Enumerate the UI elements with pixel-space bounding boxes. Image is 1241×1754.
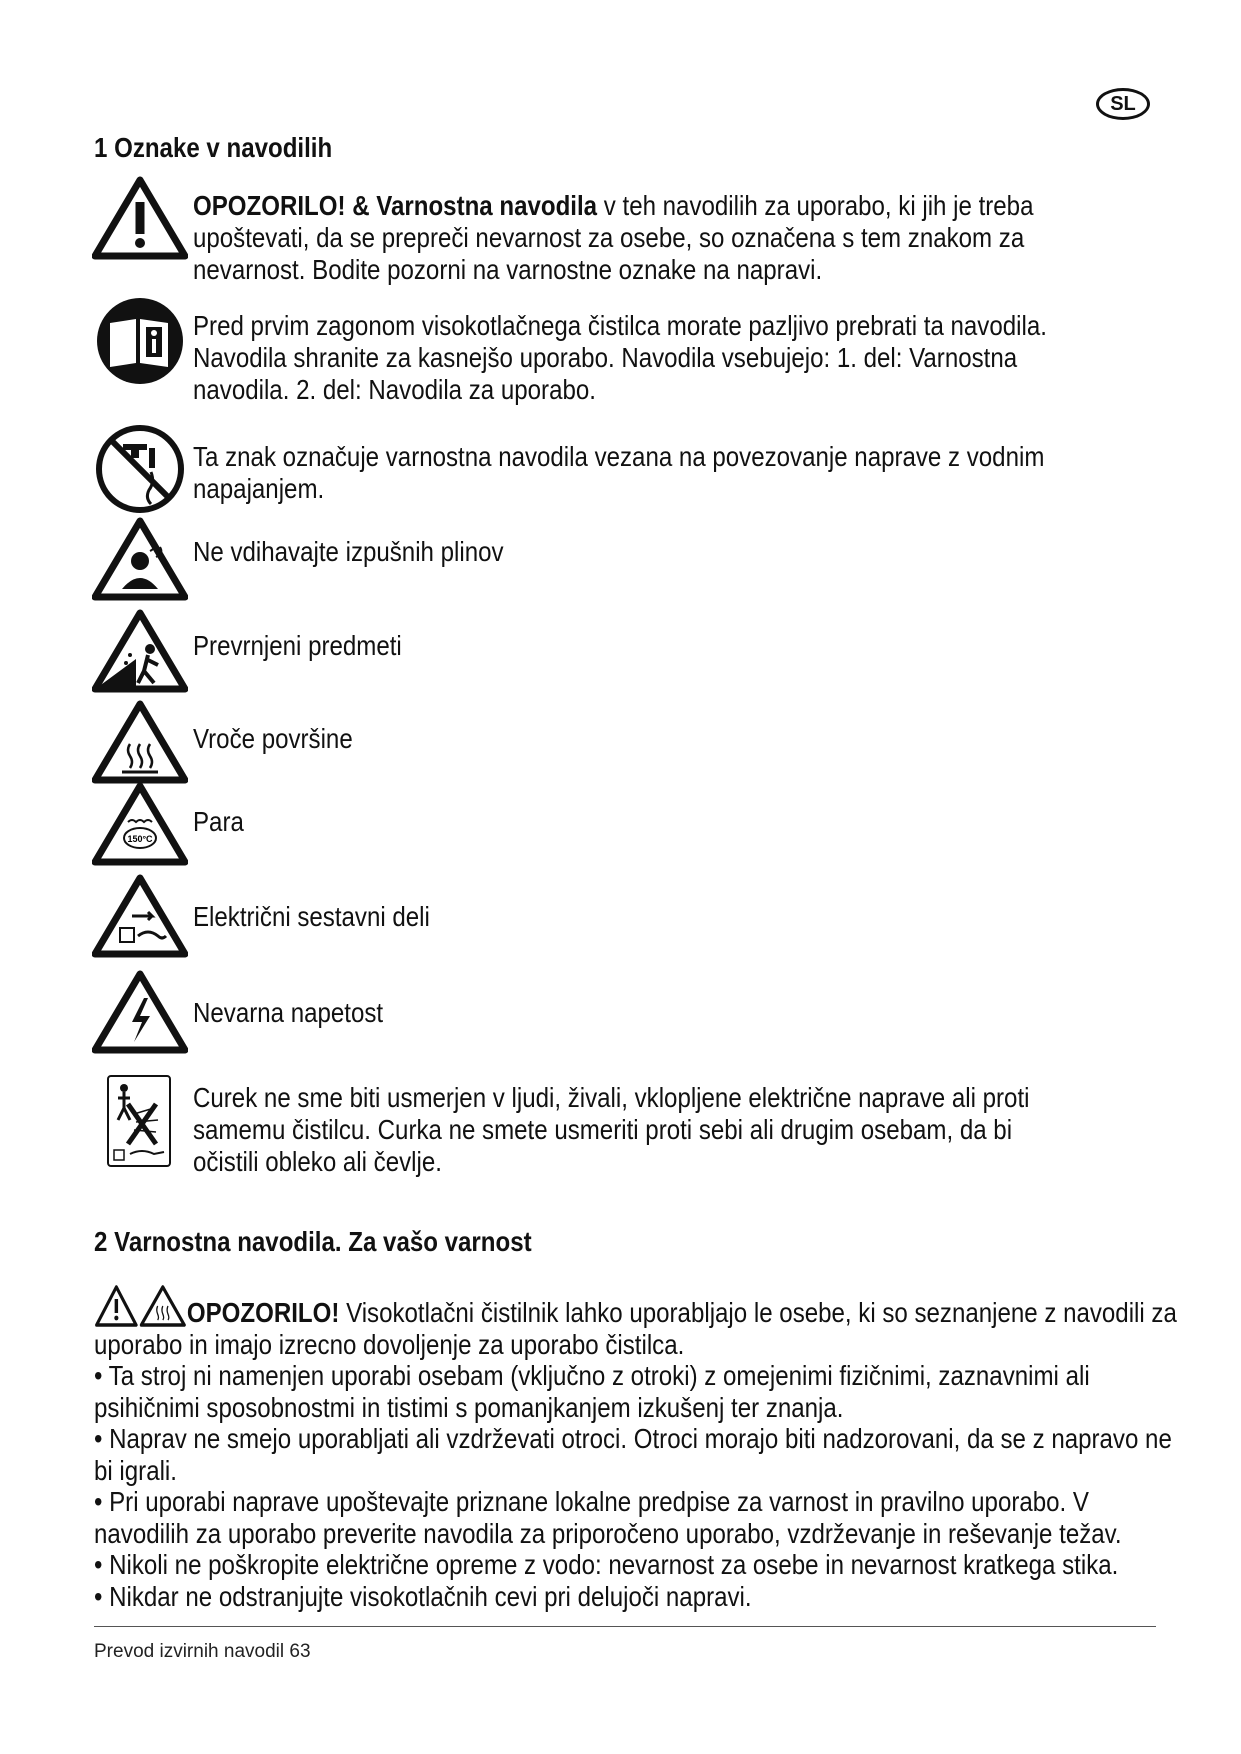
- item-flying-objects: Prevrnjeni predmeti: [193, 630, 402, 661]
- language-badge: SL: [1096, 88, 1150, 120]
- flying-objects-icon: [92, 609, 188, 693]
- warning-paragraph: [94, 1284, 1182, 1360]
- hot-surface-inline-icon: [139, 1284, 187, 1328]
- item-warning-safety-text: v teh navodilih za uporabo, ki jih je treba upoštevati, da se prepreči nevarnost za osebe, so označena s tem znakom za nevarnost. Bodite pozorni na varnostne oznake na napravi.: [193, 190, 1034, 285]
- high-voltage-icon: [92, 970, 188, 1054]
- item-warning-safety-bold: OPOZORILO! & Varnostna navodila: [193, 190, 598, 221]
- item-exhaust: Ne vdihavajte izpušnih plinov: [193, 536, 504, 567]
- safety-instructions-body: [94, 1284, 1182, 1612]
- item-high-voltage: Nevarna napetost: [193, 997, 384, 1028]
- warning-triangle-icon: [92, 176, 188, 260]
- section-1-heading: 1 Oznake v navodilih: [94, 132, 333, 163]
- bullet-item: • Pri uporabi naprave upoštevajte priznane lokalne predpise za varnost in pravilno uporabo. V navodilih za uporabo preverite navodila za priporočeno uporabo, vzdrževanje in reševanje težav.: [94, 1486, 1122, 1549]
- item-hot-surface: Vroče površine: [193, 723, 353, 754]
- warning-inline-icon: [94, 1284, 139, 1328]
- read-manual-icon: [96, 297, 184, 385]
- warning-text: Visokotlačni čistilnik lahko uporabljajo le osebe, ki so seznanjene z navodili za uporabo in imajo izrecno dovoljenje za uporabo čistilca.: [94, 1297, 1177, 1360]
- no-spray-at-people-icon: [106, 1074, 172, 1168]
- footer-divider: [94, 1626, 1156, 1627]
- warning-label: OPOZORILO!: [186, 1297, 340, 1328]
- item-electrical-parts: Električni sestavni deli: [193, 901, 430, 932]
- no-water-connection-icon: [95, 424, 185, 514]
- bullet-item: • Naprav ne smejo uporabljati ali vzdrževati otroci. Otroci morajo biti nadzorovani, da se z napravo ne bi igrali.: [94, 1423, 1172, 1486]
- section-2-heading: 2 Varnostna navodila. Za vašo varnost: [94, 1226, 532, 1257]
- bullet-item: • Nikoli ne poškropite električne opreme z vodo: nevarnost za osebe in nevarnost kratkega stika.: [94, 1549, 1119, 1580]
- item-warning-safety: [193, 190, 1053, 286]
- electrical-parts-icon: [92, 874, 188, 958]
- footer-page-label: Prevod izvirnih navodil 63: [94, 1641, 311, 1662]
- item-no-spray: Curek ne sme biti usmerjen v ljudi, živali, vklopljene električne naprave ali proti samemu čistilcu. Curka ne smete usmeriti proti sebi ali drugim osebam, da bi očistili obleko ali čevlje.: [193, 1082, 1030, 1177]
- bullet-item: • Ta stroj ni namenjen uporabi osebam (vključno z otroki) z omejenimi fizičnimi, zaznavnimi ali psihičnimi sposobnostmi in tistimi s pomanjkanjem izkušenj ter znanja.: [94, 1360, 1090, 1423]
- exhaust-fumes-icon: [92, 517, 188, 601]
- bullet-item: • Nikdar ne odstranjujte visokotlačnih cevi pri delujoči napravi.: [94, 1580, 752, 1612]
- steam-badge: 150°C: [127, 834, 153, 844]
- item-water-connection: Ta znak označuje varnostna navodila vezana na povezovanje naprave z vodnim napajanjem.: [193, 441, 1045, 504]
- item-read-manual: Pred prvim zagonom visokotlačnega čistilca morate pazljivo prebrati ta navodila. Navodila shranite za kasnejšo uporabo. Navodila vsebujejo: 1. del: Varnostna navodila. 2. del: Navodila za uporabo.: [193, 310, 1047, 405]
- item-steam: Para: [193, 806, 244, 837]
- steam-icon: [92, 782, 188, 866]
- hot-surface-icon: [92, 700, 188, 784]
